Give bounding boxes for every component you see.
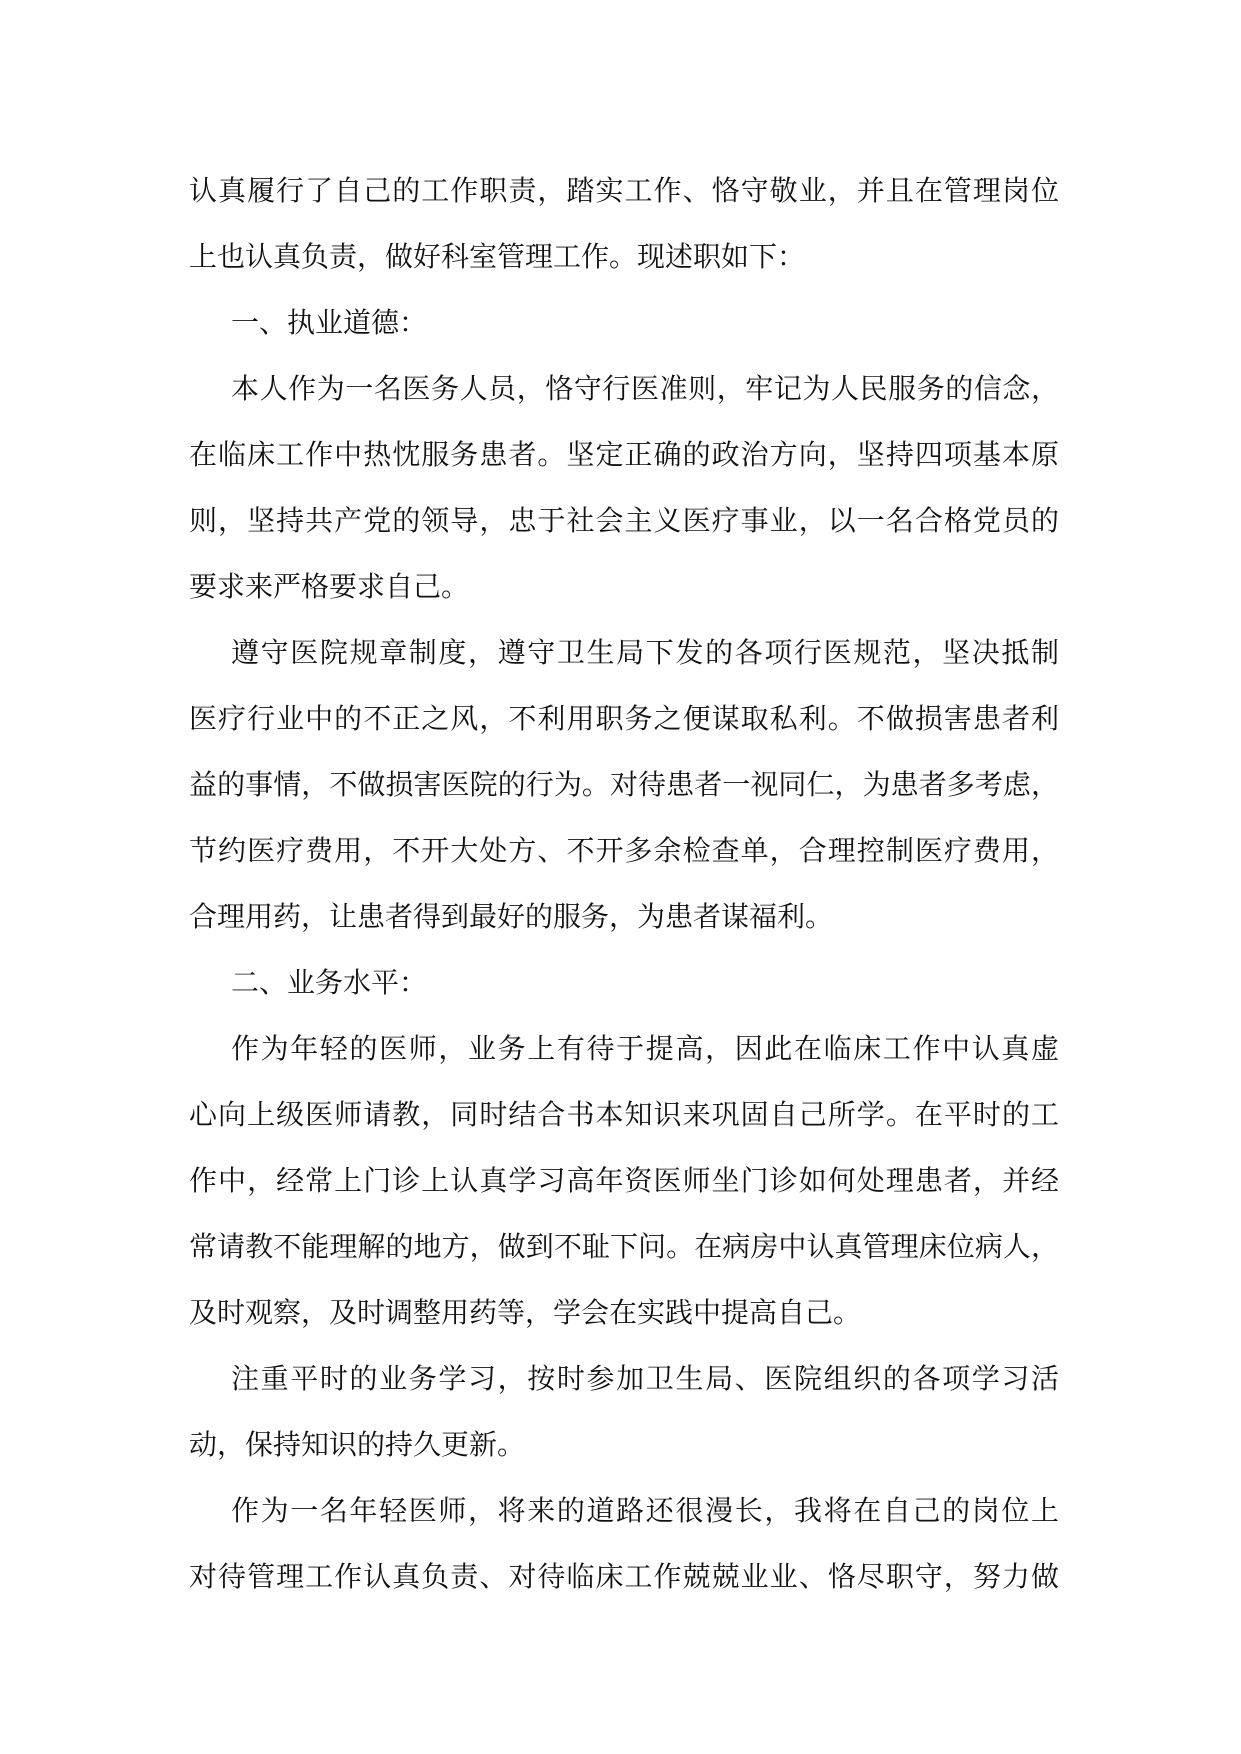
text-line: 心向上级医师请教，同时结合书本知识来巩固自己所学。在平时的工 [189,1098,1059,1131]
section-heading: 一、执业道德： [231,306,428,339]
text-line: 认真履行了自己的工作职责，踏实工作、恪守敬业，并且在管理岗位 [189,174,1059,207]
section-heading: 二、业务水平： [231,966,428,999]
text-line: 遵守医院规章制度，遵守卫生局下发的各项行医规范，坚决抵制 [231,636,1059,669]
text-line: 本人作为一名医务人员，恪守行医准则，牢记为人民服务的信念， [231,372,1059,405]
text-line: 对待管理工作认真负责、对待临床工作兢兢业业、恪尽职守，努力做 [189,1560,1059,1593]
text-line: 在临床工作中热忱服务患者。坚定正确的政治方向，坚持四项基本原 [189,438,1059,471]
document-body [189,158,1059,1610]
text-line: 合理用药，让患者得到最好的服务，为患者谋福利。 [189,900,834,933]
text-line: 注重平时的业务学习，按时参加卫生局、医院组织的各项学习活 [231,1362,1059,1395]
text-line: 益的事情，不做损害医院的行为。对待患者一视同仁，为患者多考虑， [189,768,1059,801]
text-line: 医疗行业中的不正之风，不利用职务之便谋取私利。不做损害患者利 [189,702,1059,735]
text-line: 及时观察，及时调整用药等，学会在实践中提高自己。 [189,1296,862,1329]
text-line: 作为年轻的医师，业务上有待于提高，因此在临床工作中认真虚 [231,1032,1059,1065]
text-line: 则，坚持共产党的领导，忠于社会主义医疗事业，以一名合格党员的 [189,504,1059,537]
text-line: 作中，经常上门诊上认真学习高年资医师坐门诊如何处理患者，并经 [189,1164,1059,1197]
text-line: 动，保持知识的持久更新。 [189,1428,526,1461]
text-line: 作为一名年轻医师，将来的道路还很漫长，我将在自己的岗位上 [231,1494,1059,1527]
text-line: 上也认真负责，做好科室管理工作。现述职如下： [189,240,806,273]
text-line: 常请教不能理解的地方，做到不耻下问。在病房中认真管理床位病人， [189,1230,1059,1263]
text-line: 要求来严格要求自己。 [189,570,470,603]
text-line: 节约医疗费用，不开大处方、不开多余检查单，合理控制医疗费用， [189,834,1059,867]
